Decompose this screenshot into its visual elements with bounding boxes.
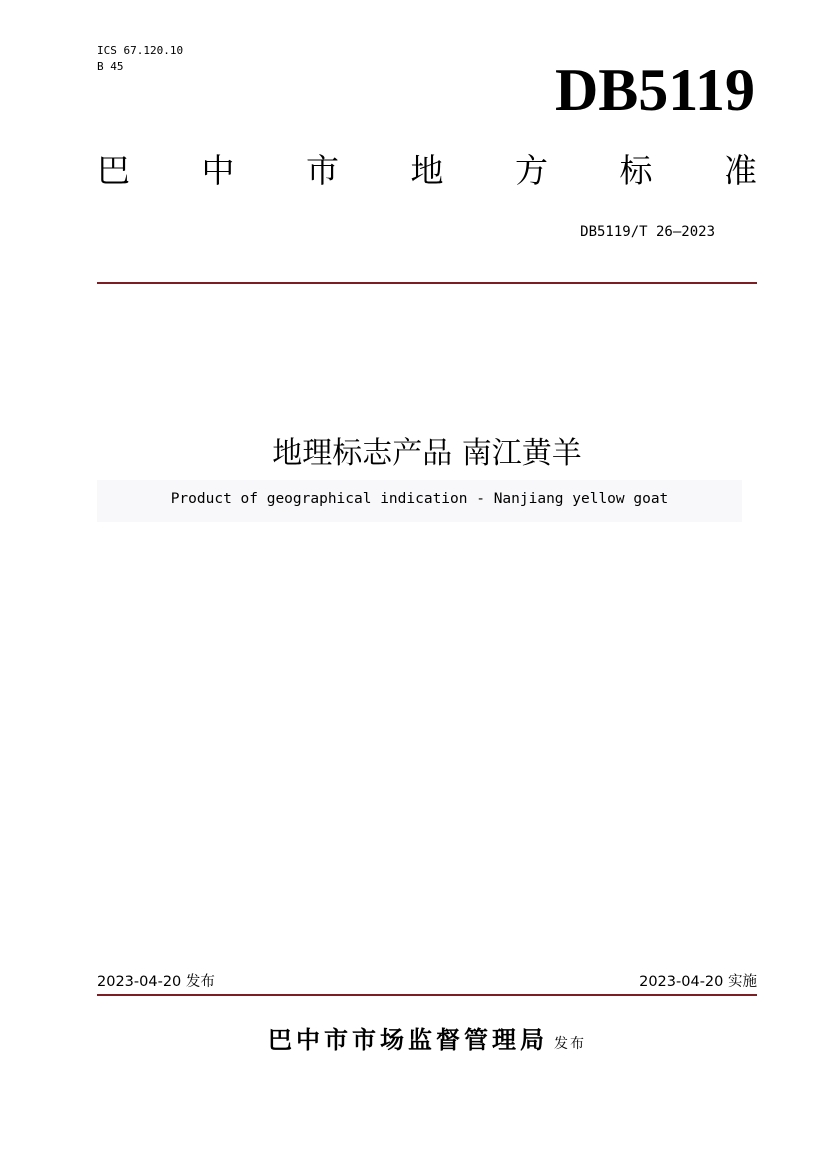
standard-code: DB5119: [554, 57, 755, 123]
document-title-english: Product of geographical indication - Nanjiang yellow goat: [170, 491, 669, 507]
standard-number: DB5119/T 26—2023: [580, 224, 715, 240]
ics-code: ICS 67.120.10: [97, 44, 184, 57]
standard-type-char: 地: [410, 151, 444, 190]
standard-type-char: 准: [724, 151, 757, 190]
footer-divider: [97, 994, 757, 996]
document-title-chinese: 地理标志产品 南江黄羊: [272, 436, 582, 471]
issue-date: 2023-04-20 发布: [97, 974, 215, 990]
standard-type-char: 巴: [97, 151, 130, 190]
standard-type-char: 方: [515, 151, 548, 190]
category-code: B 45: [97, 60, 124, 73]
issuer-name: 巴中市市场监督管理局: [268, 1026, 548, 1054]
implementation-date: 2023-04-20 实施: [639, 974, 757, 990]
issuer-line: [97, 1022, 757, 1062]
standard-type-char: 中: [201, 151, 235, 190]
standard-type-char: 市: [306, 151, 339, 190]
standard-type-char: 标: [619, 151, 653, 190]
standard-type: [97, 146, 757, 196]
issuer-suffix: 发布: [554, 1036, 586, 1052]
header-divider: [97, 282, 757, 284]
classification-codes: [97, 43, 183, 75]
